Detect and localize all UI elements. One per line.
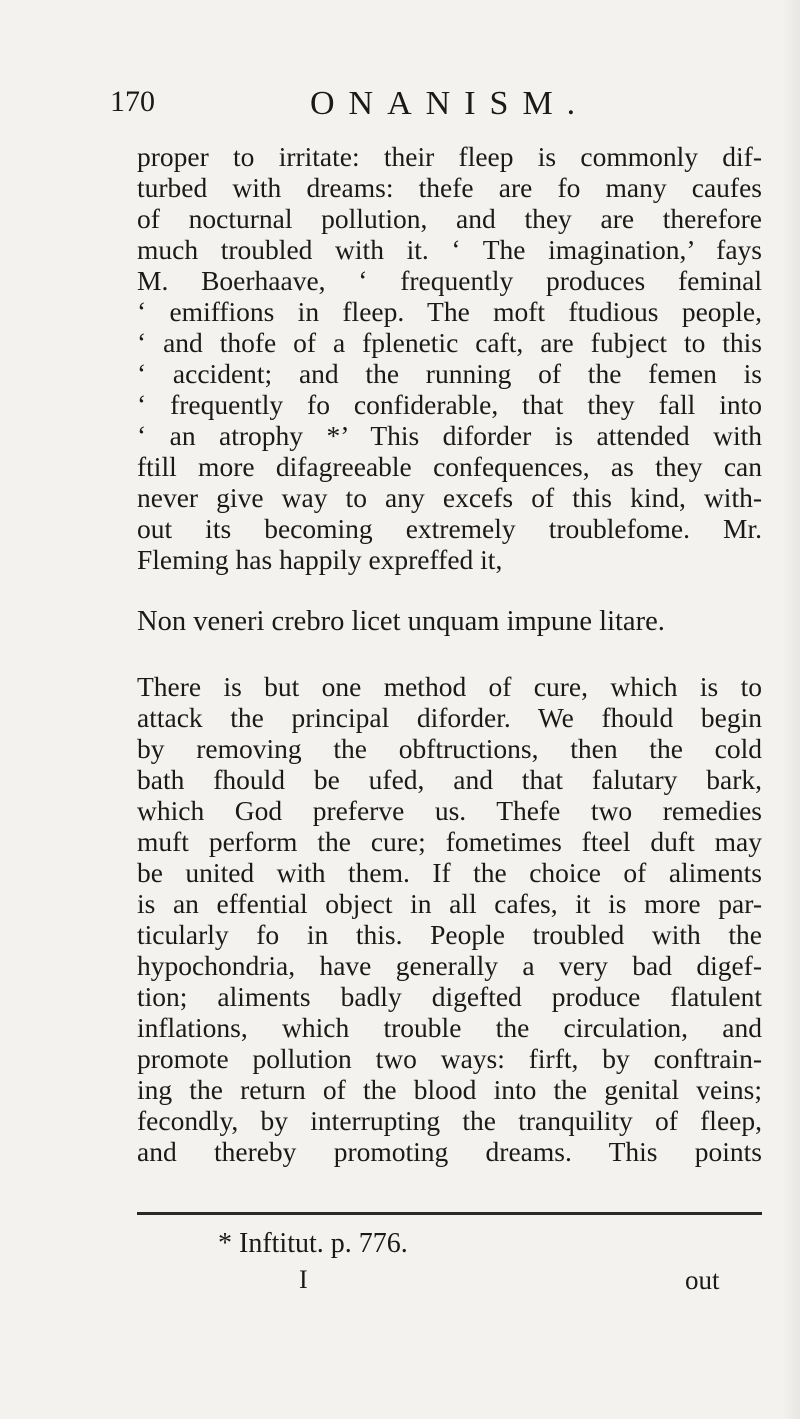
text-line: There is but one method of cure, which is to <box>137 671 762 702</box>
text-line: ‘ an atrophy *’ This diforder is attended with <box>137 420 762 451</box>
text-line: be united with them. If the choice of aliments <box>137 857 762 888</box>
footnote: * Inftitut. p. 776. <box>218 1228 408 1259</box>
footnote-rule <box>137 1212 762 1215</box>
text-line: promote pollution two ways: firft, by conftrain- <box>137 1043 762 1074</box>
text-line: ‘ accident; and the running of the femen is <box>137 358 762 389</box>
text-line: turbed with dreams: thefe are fo many caufes <box>137 172 762 203</box>
text-line: much troubled with it. ‘ The imagination,’ fays <box>137 234 762 265</box>
text-line: proper to irritate: their fleep is commonly dif- <box>137 141 762 172</box>
text-line: and thereby promoting dreams. This points <box>137 1136 762 1167</box>
running-title: ONANISM. <box>310 85 590 122</box>
text-line: hypochondria, have generally a very bad digef- <box>137 950 762 981</box>
text-line: never give way to any excefs of this kind, with- <box>137 482 762 513</box>
text-line: of nocturnal pollution, and they are therefore <box>137 203 762 234</box>
text-line: tion; aliments badly digefted produce flatulent <box>137 981 762 1012</box>
page-edge-shadow <box>782 0 800 1419</box>
text-line: ‘ and thofe of a fplenetic caft, are fubject to this <box>137 327 762 358</box>
text-line: attack the principal diforder. We fhould begin <box>137 702 762 733</box>
text-line: muft perform the cure; fometimes fteel duft may <box>137 826 762 857</box>
signature-mark: I <box>299 1265 308 1294</box>
text-line: M. Boerhaave, ‘ frequently produces feminal <box>137 265 762 296</box>
text-line: by removing the obftructions, then the cold <box>137 733 762 764</box>
page-number: 170 <box>110 85 155 118</box>
text-line: which God preferve us. Thefe two remedies <box>137 795 762 826</box>
text-line: out its becoming extremely troublefome. Mr. <box>137 513 762 544</box>
verse-quote: Non veneri crebro licet unquam impune litare. <box>137 606 665 637</box>
text-line: is an effential object in all cafes, it is more par- <box>137 888 762 919</box>
text-line: fecondly, by interrupting the tranquility of fleep, <box>137 1105 762 1136</box>
page-header <box>110 85 710 135</box>
text-line: Fleming has happily expreffed it, <box>137 544 503 575</box>
text-line: ticularly fo in this. People troubled with the <box>137 919 762 950</box>
text-line: inflations, which trouble the circulation, and <box>137 1012 762 1043</box>
text-line: ftill more difagreeable confequences, as they can <box>137 451 762 482</box>
text-line: ing the return of the blood into the genital veins; <box>137 1074 762 1105</box>
catchword: out <box>685 1265 720 1295</box>
text-line: ‘ emiffions in fleep. The moft ftudious people, <box>137 296 762 327</box>
text-line: bath fhould be ufed, and that falutary bark, <box>137 764 762 795</box>
text-line: ‘ frequently fo confiderable, that they fall into <box>137 389 762 420</box>
